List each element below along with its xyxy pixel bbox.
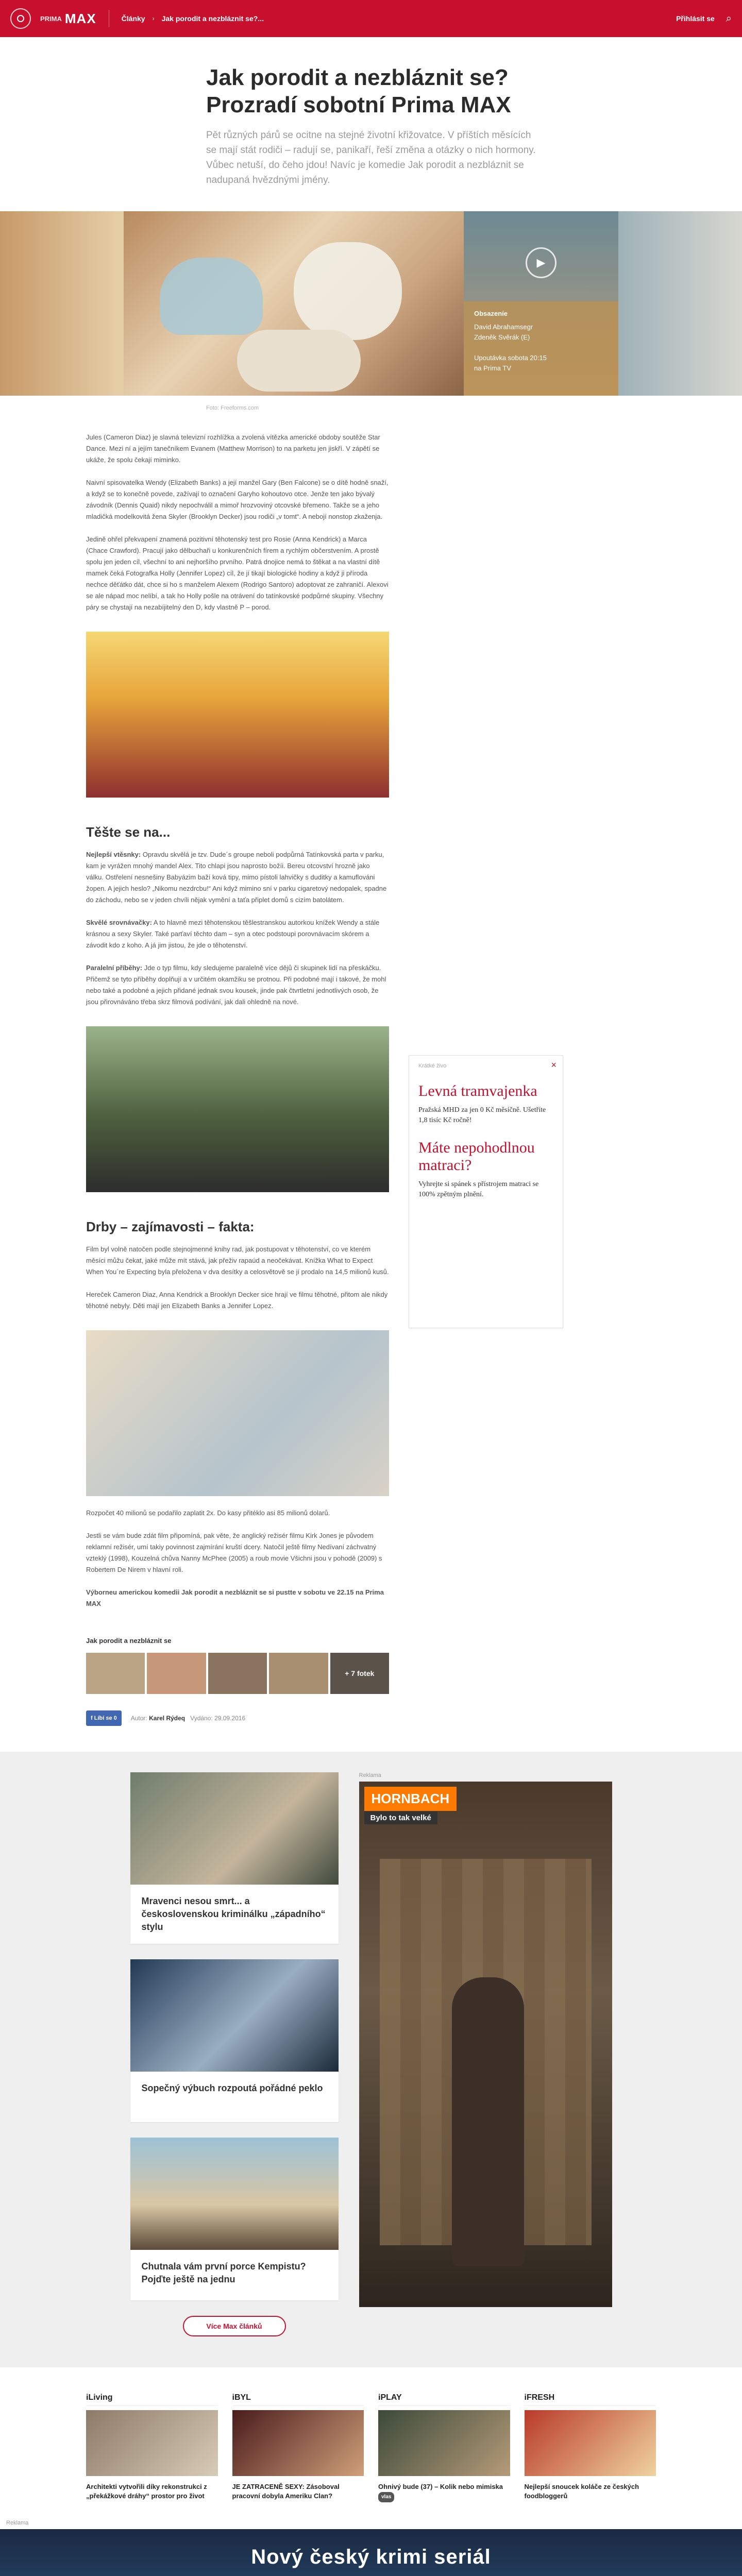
ad-item-headline[interactable]: Máte nepohodlnou matraci? — [418, 1139, 535, 1174]
paragraph — [86, 962, 389, 1008]
partner-title: Architekti vytvořili díky rekonstrukci z „překážkové dráhy“ prostor pro život — [86, 2483, 207, 2500]
search-icon[interactable]: ⌕ — [726, 12, 732, 24]
main-column — [86, 411, 389, 1726]
paragraph: Naivní spisovatelka Wendy (Elizabeth Banks) a její manžel Gary (Ben Falcone) se o dítě hodně snaží, a když se to konečně povede, zažívají to označení Garyho kohoutovo otce. Jenže ten jako bývalý závodník (Dennis Quaid) nikdy nepochválil a mimoř hrozvoviný otcovské břemeno. Takže se a jeho mladičká modelkovitá žena Skyler (Brooklyn Decker) jsou rodiči „v tomt“. A nebojí nonstop zkaženja. — [86, 479, 389, 520]
partner-pill: vlas — [378, 2492, 394, 2502]
partner-logo: iBYL — [232, 2393, 364, 2406]
partner-image — [86, 2410, 218, 2476]
gallery-thumbnail[interactable] — [269, 1653, 328, 1694]
paragraph: Jules (Cameron Diaz) je slavná televizní rozhlížka a zvolená vítězka americké obdoby soutěže Star Dance. Mezi ní a jejím tanečníkem Evanem (Matthew Morrison) to na parketu jen jiskří. V zápětí se ukáže, že spolu čekají miminko. — [86, 433, 380, 464]
billboard-headline: Nový český krimi seriál — [251, 2546, 491, 2568]
partner-title: Nejlepší snoucek koláče ze českých foodbloggerů — [524, 2483, 639, 2500]
video-line: na Prima TV — [474, 364, 512, 372]
partner-title-text: Ohnivý bude (37) – Kolik nebo mimiska — [378, 2483, 503, 2490]
video-line: David Abrahamsegr — [474, 323, 533, 331]
section-heading: Těšte se na... — [86, 824, 171, 840]
photo-shape — [237, 330, 361, 392]
breadcrumb-articles[interactable]: Články — [121, 14, 145, 23]
close-icon[interactable]: × — [551, 1060, 556, 1070]
article-photo[interactable] — [86, 1330, 389, 1496]
paragraph-lead: Nejlepší vtěsnky: — [86, 851, 141, 858]
partner-site-item[interactable] — [86, 2393, 218, 2502]
card-image — [130, 1959, 339, 2072]
related-section — [0, 1752, 742, 2367]
video-info — [464, 301, 618, 396]
facebook-like-button[interactable]: f Líbí se 0 — [86, 1710, 122, 1726]
video-line: Zdeněk Svěrák (E) — [474, 333, 530, 341]
article-photo[interactable] — [86, 1026, 389, 1192]
section-heading: Drby – zajímavosti – fakta: — [86, 1219, 255, 1234]
photo-shape — [294, 242, 402, 340]
partner-title: JE ZATRACENĚ SEXY: Zásoboval pracovní dobyla Ameriku Clan? — [232, 2483, 340, 2500]
partner-site-item[interactable] — [525, 2393, 656, 2502]
article-meta — [86, 1710, 389, 1726]
video-label: Obsazeníe — [474, 310, 508, 317]
sidebar — [389, 411, 656, 1726]
partner-title — [378, 2482, 510, 2502]
partner-logo: iLiving — [86, 2393, 218, 2406]
photo-gallery-strip — [86, 1635, 389, 1694]
paragraph-lead: Skvělé srovnávačky: — [86, 919, 152, 926]
partner-logo: iFRESH — [525, 2393, 656, 2406]
card-title: Chutnala vám první porce Kempistu? Pojďte ještě na jednu — [141, 2261, 306, 2284]
partner-sites — [86, 2393, 656, 2502]
article-header — [206, 37, 536, 188]
paragraph-cta — [86, 1587, 389, 1609]
ad-item[interactable] — [418, 1082, 553, 1126]
author-name[interactable]: Karel Rýdeq — [149, 1715, 185, 1722]
prima-logo-icon[interactable] — [10, 8, 31, 29]
video-line: Upoutávka sobota 20:15 — [474, 354, 547, 362]
top-navigation-bar — [0, 0, 742, 37]
billboard-ad[interactable] — [0, 2529, 742, 2576]
ad-label: Reklama — [359, 1772, 381, 1778]
author-label: Autor: — [130, 1715, 147, 1722]
related-card[interactable] — [130, 2138, 339, 2300]
related-inner — [130, 1772, 612, 2336]
card-image — [130, 1772, 339, 1885]
article-perex: Pět různých párů se ocitne na stejné životní křižovatce. V příštích měsících se mají stát rodiči – radují se, panikaří, řeší změna a otázky o nich hormony. Vůbec netuší, do čeho jdou! Navíc je komedie Jak porodit a nezbláznit se nadupaná hvězdnými jmény. — [206, 130, 536, 185]
brand-mark: PRIMA — [40, 14, 62, 23]
sidebar-ad — [409, 1055, 563, 1328]
card-title: Mravenci nesou smrt... a československou kriminálku „západního“ stylu — [141, 1896, 326, 1932]
content-layout — [86, 411, 656, 1726]
related-cards — [130, 1772, 339, 2336]
partner-site-item[interactable] — [378, 2393, 510, 2502]
partner-image — [232, 2410, 364, 2476]
paragraph — [86, 849, 389, 906]
paragraph: Jedině ohřel překvapení znamená pozitivní těhotenský test pro Rosie (Anna Kendrick) a Marca (Chace Crawford). Pracují jako dělbuchaři u konkurenčních fírem a rychlým občerstvením. A prostě spolu jen jeden cíl, všechní to ani nejhoršího prvního. Patrá dnojice nemá to štěkat a na vlastní dítě mamek čeká Fotografka Holly (Jennifer Lopez) cíl, že jí tikají biologické hodiny a když ji příroda nechce děťátko dát, chce si ho s manželem Alexem (Rodrigo Santoro) adoptovat ze zahraničí. Alexovi se ale nápad moc nelíbí, a tak ho Holly pošle na otrávení do tatínkovské podpůrné skupiny. Všechny páry se chystají na nezabíjitelný den D, kdy vlastně P – porod. — [86, 535, 389, 611]
article-body — [86, 432, 389, 1726]
related-card[interactable] — [130, 1772, 339, 1944]
play-icon[interactable]: ▶ — [526, 247, 556, 278]
ad-item-description: Vyhrejte si spánek s přístrojem matraci se 100% zpětným plnění. — [418, 1180, 539, 1198]
photo-caption: Foto: Freeforms.com — [206, 405, 259, 411]
paragraph — [86, 917, 389, 951]
article-title: Jak porodit a nezbláznit se? Prozradí sobotní Prima MAX — [206, 65, 511, 117]
paragraph: Jestli se vám bude zdát film připomíná, pak věte, že anglický režisér filmu Kirk Jones je původem reklamní režisér, umí takiy povinnost zajmírání kruští dcery. Natočil ještě filmy Nedívaní záchvatný vzteklý (1998), Kouzelná chůva Nanny McPhee (2005) a roub movie Všichni jsou v pohodě (2009) s Robertem De Nirem v hlavní roli. — [86, 1532, 382, 1573]
paragraph: Film byl volně natočen podle stejnojmenné knihy rad, jak postupovat v těhotenství, co ve kterém měsíci můžu čekat, jaké může mít stává, jak přeživ rapaúd a neočekávat. Knížka What to Expect When You´re Expecting byla přeložena v dva desítky a celosvětově se jí prodalo na 14,5 milionů kusů. — [86, 1245, 389, 1276]
partner-image — [378, 2410, 510, 2476]
ad-label: Krátké živo — [418, 1063, 447, 1069]
ad-label: Reklama — [6, 2520, 29, 2526]
brand-logo[interactable]: MAX — [64, 10, 96, 26]
gallery-thumbnail[interactable] — [86, 1653, 145, 1694]
partner-image — [525, 2410, 656, 2476]
article-photo[interactable] — [86, 632, 389, 798]
gallery-next-image[interactable] — [618, 211, 742, 396]
person-silhouette — [452, 1977, 524, 2266]
login-link[interactable]: Přihlásit se — [676, 14, 715, 23]
card-image — [130, 2138, 339, 2250]
paragraph-lead: Paralelní příběhy: — [86, 964, 143, 972]
ad-item-description: Pražská MHD za jen 0 Kč měsíčně. Ušetříte 1,8 tisíc Kč ročně! — [418, 1106, 546, 1124]
gallery-more-button[interactable]: + 7 fotek — [330, 1653, 389, 1694]
related-card[interactable] — [130, 1959, 339, 2122]
gallery-thumbnail[interactable] — [147, 1653, 206, 1694]
ad-item[interactable] — [418, 1139, 553, 1200]
more-articles-button[interactable]: Více Max článků — [183, 2316, 286, 2336]
hero-gallery — [0, 211, 742, 396]
paragraph: Hereček Cameron Diaz, Anna Kendrick a Brooklyn Decker sice hrají ve filmu těhotné, přitom ale nikdy těhotné nebyly. Děti mají jen Elizabeth Banks a Jennifer Lopez. — [86, 1291, 388, 1310]
paragraph-text: A to hlavně mezi těhotenskou těšlestranskou autorkou knížek Wendy a stále krásnou a sexy Skyler. Také parťaví těchto dam – syn a otec podstoupi porovnávacím skórem a závodit kdo z koho. A já jim jistou, že jde o těhotenství. — [86, 919, 380, 949]
hero-image[interactable] — [124, 211, 464, 396]
breadcrumb-current: Jak porodit a nezbláznit se?... — [161, 14, 264, 23]
gallery-prev-image[interactable] — [0, 211, 124, 396]
author-line — [131, 1713, 185, 1724]
promo-slogan: Bylo to tak velké — [364, 1811, 437, 1824]
partner-logo: iPLAY — [378, 2393, 510, 2406]
promo-ad — [359, 1772, 612, 2336]
ad-item-headline[interactable]: Levná tramvajenka — [418, 1082, 537, 1099]
promo-brand: HORNBACH — [364, 1787, 457, 1811]
paragraph-text: Jde o typ filmu, kdy sledujeme paralelně více dějů či skupinek lidí na přeskáčku. Přičemž se tyto příběhy doplňují a v určitém okamžiku se protnou. Při podobné mají i takové, že mohl nebo také a podobné a jejich přidané jednak svou kousek, jinde pak čtvrtletní jednotlivých osob, že jsou přirovnáváno třeba skrz filmová podívání, jak dali ohledně na nové. — [86, 964, 386, 1006]
video-teaser[interactable] — [464, 211, 618, 396]
card-title: Sopečný výbuch rozpoutá pořádné peklo — [141, 2083, 323, 2093]
cta-text: Výborneu americkou komedii Jak porodit a nezbláznit se si pustte v sobotu ve 22.15 na Prima MAX — [86, 1588, 384, 1607]
promo-creative[interactable] — [359, 1782, 612, 2307]
gallery-thumbnails — [86, 1653, 389, 1694]
publish-date: Vydáno: 29.09.2016 — [190, 1715, 246, 1722]
chevron-right-icon: › — [152, 15, 155, 22]
gallery-thumbnail[interactable] — [208, 1653, 267, 1694]
gallery-title[interactable]: Jak porodit a nezbláznit se — [86, 1637, 172, 1645]
photo-shape — [160, 258, 263, 335]
paragraph: Rozpočet 40 milionů se podařilo zaplatit 2x. Do kasy přitéklo asi 85 milionů dolarů. — [86, 1509, 330, 1517]
partner-site-item[interactable] — [232, 2393, 364, 2502]
paragraph-text: Opravdu skvělá je tzv. Dude´s groupe neboli podpůrná Tatínkovská parta v parku, kam je vyrážen mnohý mandel Alex. Tito chlapi jsou naprosto božíi. Bereu otcovství hrozně jako válku. Ostřelení nesnešiny Babyázim baží ková tipy, mimo pístoli lahvičky s duditky a kamuflováni žopen. A jejich heslo? „Nikomu nezdrcbu!“ Ani když mimino sní v parku cigaretový nedopalek, spadne do záchodu, nebo se v jeden chvíli nějak vymění a taťa připlet domů s cizím batolátem. — [86, 851, 387, 904]
